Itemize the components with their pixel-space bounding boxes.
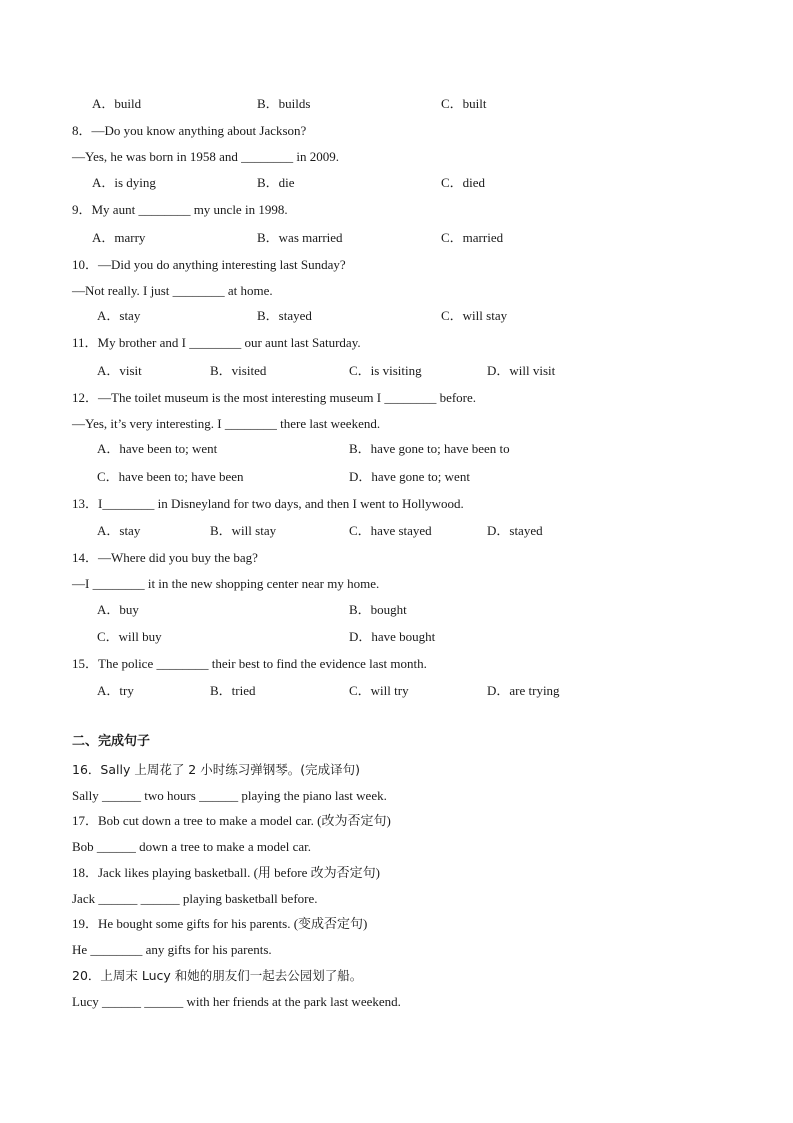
section-title: 二、完成句子 bbox=[72, 734, 151, 749]
q8-line2: —Yes, he was born in 1958 and ________ in 2009. bbox=[72, 149, 339, 164]
q14-option-b: B．bought bbox=[349, 602, 407, 617]
q20-answer-line: Lucy ______ ______ with her friends at the park last weekend. bbox=[72, 994, 401, 1009]
q11-option-b: B．visited bbox=[210, 363, 267, 378]
q18-answer-line: Jack ______ ______ playing basketball before. bbox=[72, 891, 318, 906]
q7-option-a: A．build bbox=[92, 96, 142, 111]
q14-line2: —I ________ it in the new shopping center near my home. bbox=[72, 576, 380, 591]
q10-option-c: C．will stay bbox=[441, 308, 508, 323]
q8-option-b: B．die bbox=[257, 175, 295, 190]
q15-option-c: C．will try bbox=[349, 683, 409, 698]
q10-option-b: B．stayed bbox=[257, 308, 312, 323]
q15-stem: 15．The police ________ their best to find the evidence last month. bbox=[72, 656, 427, 671]
q14-option-a: A．buy bbox=[97, 602, 139, 617]
q9-stem: 9．My aunt ________ my uncle in 1998. bbox=[72, 202, 288, 217]
q11-option-d: D．will visit bbox=[487, 363, 556, 378]
q14-stem: 14．—Where did you buy the bag? bbox=[72, 550, 258, 565]
q20-stem: 20．上周末 Lucy 和她的朋友们一起去公园划了船。 bbox=[72, 968, 363, 983]
q13-option-d: D．stayed bbox=[487, 523, 543, 538]
q11-stem: 11．My brother and I ________ our aunt last Saturday. bbox=[72, 335, 361, 350]
q10-line2: —Not really. I just ________ at home. bbox=[72, 283, 273, 298]
q15-option-d: D．are trying bbox=[487, 683, 560, 698]
q13-option-c: C．have stayed bbox=[349, 523, 432, 538]
q12-option-d: D．have gone to; went bbox=[349, 469, 470, 484]
q8-option-a: A．is dying bbox=[92, 175, 156, 190]
q11-option-a: A．visit bbox=[97, 363, 142, 378]
q9-option-a: A．marry bbox=[92, 230, 146, 245]
q14-option-c: C．will buy bbox=[97, 629, 162, 644]
q15-option-b: B．tried bbox=[210, 683, 256, 698]
q16-stem: 16．Sally 上周花了 2 小时练习弹钢琴。(完成译句) bbox=[72, 762, 360, 777]
q9-option-c: C．married bbox=[441, 230, 504, 245]
q7-option-c: C．built bbox=[441, 96, 487, 111]
q17-stem: 17．Bob cut down a tree to make a model car. (改为否定句) bbox=[72, 813, 391, 828]
q19-answer-line: He ________ any gifts for his parents. bbox=[72, 942, 272, 957]
q8-stem: 8．—Do you know anything about Jackson? bbox=[72, 123, 307, 138]
q13-stem: 13．I________ in Disneyland for two days, and then I went to Hollywood. bbox=[72, 496, 464, 511]
q13-option-a: A．stay bbox=[97, 523, 141, 538]
q10-stem: 10．—Did you do anything interesting last Sunday? bbox=[72, 257, 346, 272]
q12-option-c: C．have been to; have been bbox=[97, 469, 244, 484]
q8-option-c: C．died bbox=[441, 175, 486, 190]
q18-stem: 18．Jack likes playing basketball. (用 before 改为否定句) bbox=[72, 865, 380, 880]
q9-option-b: B．was married bbox=[257, 230, 343, 245]
q14-option-d: D．have bought bbox=[349, 629, 436, 644]
q7-option-b: B．builds bbox=[257, 96, 311, 111]
q15-option-a: A．try bbox=[97, 683, 134, 698]
q16-answer-line: Sally ______ two hours ______ playing the piano last week. bbox=[72, 788, 387, 803]
q19-stem: 19．He bought some gifts for his parents. (变成否定句) bbox=[72, 916, 368, 931]
q17-answer-line: Bob ______ down a tree to make a model car. bbox=[72, 839, 311, 854]
q12-stem: 12．—The toilet museum is the most interesting museum I ________ before. bbox=[72, 390, 477, 405]
q12-line2: —Yes, it’s very interesting. I ________ there last weekend. bbox=[72, 416, 381, 431]
q13-option-b: B．will stay bbox=[210, 523, 277, 538]
q12-option-b: B．have gone to; have been to bbox=[349, 441, 510, 456]
q12-option-a: A．have been to; went bbox=[97, 441, 218, 456]
q11-option-c: C．is visiting bbox=[349, 363, 422, 378]
q10-option-a: A．stay bbox=[97, 308, 141, 323]
